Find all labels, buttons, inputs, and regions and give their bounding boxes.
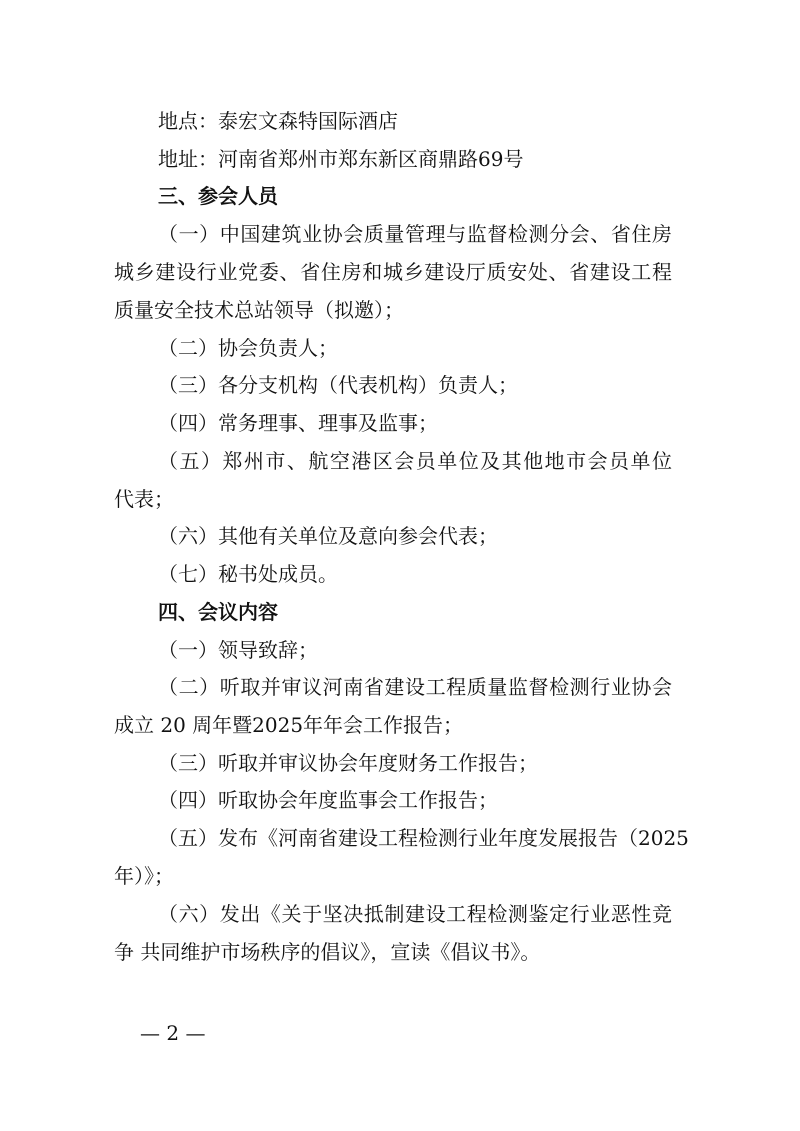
agenda-item-4: （四）听取协会年度监事会工作报告； [158, 788, 498, 812]
section-heading-agenda: 四、会议内容 [158, 600, 278, 624]
attendee-item-1-line-2: 城乡建设行业党委、省住房和城乡建设厅质安处、省建设工程 [114, 260, 672, 284]
attendee-item-5-line-2: 代表； [114, 487, 174, 511]
attendee-item-7: （七）秘书处成员。 [158, 562, 338, 586]
attendee-item-2: （二）协会负责人； [158, 336, 338, 360]
agenda-item-5-line-2: 年）》； [114, 864, 174, 888]
section-heading-attendees: 三、参会人员 [158, 184, 278, 208]
agenda-item-6-line-2: 争 共同维护市场秩序的倡议》，宣读《倡议书》。 [114, 940, 541, 964]
address-line: 地址：河南省郑州市郑东新区商鼎路69号 [158, 147, 524, 171]
attendee-item-1-line-3: 质量安全技术总站领导（拟邀）； [114, 298, 404, 322]
agenda-item-3: （三）听取并审议协会年度财务工作报告； [158, 751, 538, 775]
agenda-item-5-line-1: （五）发布《河南省建设工程检测行业年度发展报告（2025 [158, 826, 689, 850]
page-number: — 2 — [140, 1021, 206, 1045]
venue-line: 地点：泰宏文森特国际酒店 [158, 109, 398, 133]
attendee-item-6: （六）其他有关单位及意向参会代表； [158, 524, 498, 548]
attendee-item-3: （三）各分支机构（代表机构）负责人； [158, 373, 518, 397]
attendee-item-4: （四）常务理事、理事及监事； [158, 411, 438, 435]
agenda-item-2-line-1: （二）听取并审议河南省建设工程质量监督检测行业协会 [158, 675, 672, 699]
agenda-item-1: （一）领导致辞； [158, 638, 318, 662]
attendee-item-5-line-1: （五）郑州市、航空港区会员单位及其他地市会员单位 [158, 449, 672, 473]
attendee-item-1-line-1: （一）中国建筑业协会质量管理与监督检测分会、省住房 [158, 222, 672, 246]
agenda-item-6-line-1: （六）发出《关于坚决抵制建设工程检测鉴定行业恶性竞 [158, 902, 672, 926]
agenda-item-2-line-2: 成立 20 周年暨2025年年会工作报告； [114, 713, 464, 737]
